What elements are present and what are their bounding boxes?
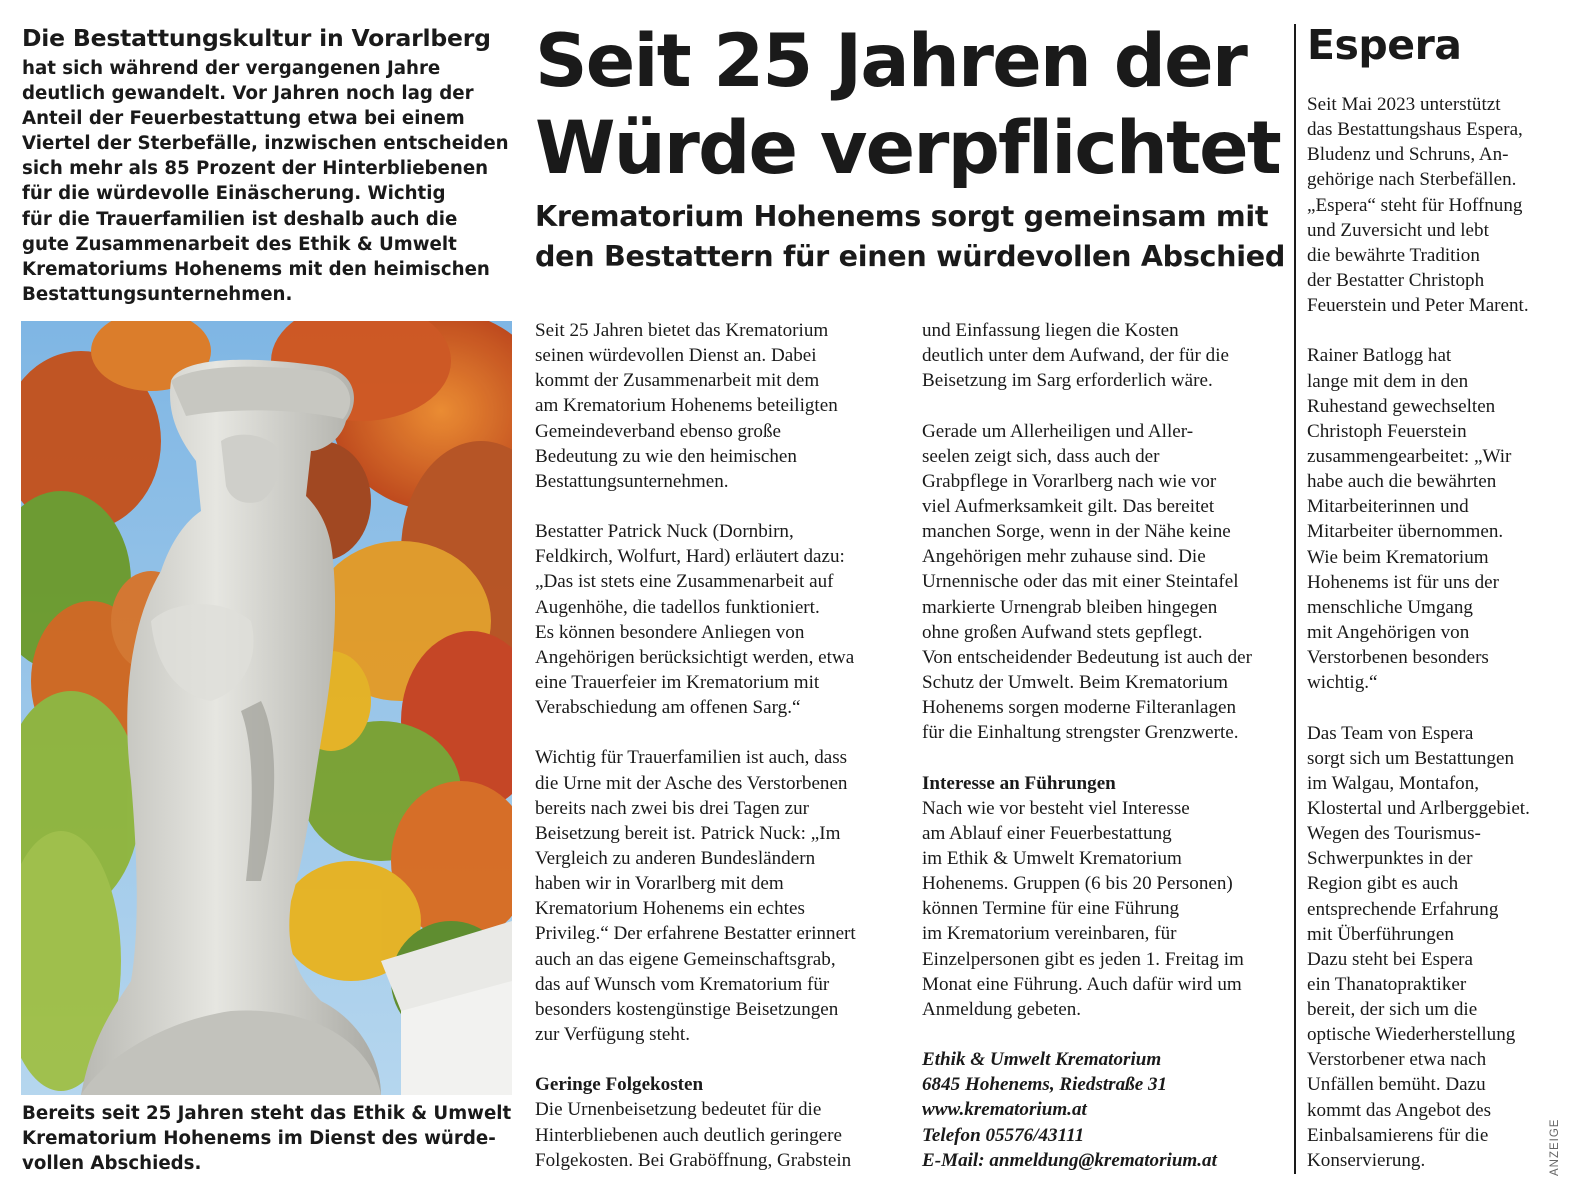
- article-column-2: [922, 318, 1292, 1173]
- text-line: Rainer Batlogg hat: [1307, 345, 1452, 367]
- paragraph: [922, 318, 1292, 393]
- text-line: entsprechende Erfahrung: [1307, 898, 1499, 920]
- text-line: Schwerpunktes in der: [1307, 848, 1473, 870]
- text-line: Klostertal und Arlberggebiet.: [1307, 797, 1530, 819]
- text-line: Mitarbeiter übernommen.: [1307, 521, 1504, 543]
- text-line: eine Trauerfeier im Krematorium mit: [535, 671, 820, 693]
- text-line: kommt der Zusammenarbeit mit dem: [535, 370, 820, 392]
- text-line: am Ablauf einer Feuerbestattung: [922, 822, 1172, 844]
- text-line: können Termine für eine Führung: [922, 898, 1180, 920]
- text-line: Wie beim Krematorium: [1307, 546, 1489, 568]
- intro-block: [22, 22, 514, 307]
- text-line: Gerade um Allerheiligen und Aller-: [922, 420, 1194, 442]
- text-line: Krematorium Hohenems ein echtes: [535, 898, 805, 920]
- text-line: Verstorbener etwa nach: [1307, 1049, 1487, 1071]
- text-line: zusammengearbeitet: „Wir: [1307, 445, 1512, 467]
- text-line: Von entscheidender Bedeutung ist auch der: [922, 646, 1252, 668]
- text-line: ein Thanatopraktiker: [1307, 973, 1467, 995]
- sculpture-photo: [21, 321, 512, 1095]
- intro-body: [22, 56, 514, 307]
- text-line: Bludenz und Schruns, An-: [1307, 144, 1509, 166]
- text-line: habe auch die bewährten: [1307, 471, 1497, 493]
- contact-address: 6845 Hohenems, Riedstraße 31: [922, 1074, 1168, 1096]
- text-line: Region gibt es auch: [1307, 873, 1459, 895]
- intro-line: Krematoriums Hohenems mit den heimischen: [22, 258, 490, 280]
- text-line: im Walgau, Montafon,: [1307, 772, 1480, 794]
- paragraph: [1307, 343, 1552, 695]
- text-line: markierte Urnengrab bleiben hingegen: [922, 596, 1218, 618]
- text-line: Christoph Feuerstein: [1307, 420, 1467, 442]
- contact-email-link[interactable]: E-Mail: anmeldung@krematorium.at: [922, 1149, 1217, 1171]
- article-column-1: [535, 318, 905, 1173]
- text-line: wichtig.“: [1307, 672, 1378, 694]
- headline-line: Seit 25 Jahren der: [535, 19, 1247, 104]
- text-line: der Bestatter Christoph: [1307, 269, 1485, 291]
- text-line: Urnennische oder das mit einer Steintafel: [922, 571, 1239, 593]
- text-line: Bestattungsunternehmen.: [535, 470, 729, 492]
- paragraph: [535, 745, 905, 1047]
- text-line: optische Wiederherstellung: [1307, 1024, 1516, 1046]
- text-line: Grabpflege in Vorarlberg nach wie vor: [922, 470, 1217, 492]
- text-line: manchen Sorge, wenn in der Nähe keine: [922, 521, 1231, 543]
- paragraph: [535, 1097, 905, 1172]
- paragraph: [535, 318, 905, 494]
- caption-line: Bereits seit 25 Jahren steht das Ethik & Umwelt: [22, 1103, 512, 1124]
- text-line: Verstorbenen besonders: [1307, 647, 1489, 669]
- text-line: kommt das Angebot des: [1307, 1099, 1492, 1121]
- contact-web-link[interactable]: www.krematorium.at: [922, 1099, 1087, 1121]
- text-line: Einbalsamierens für die: [1307, 1124, 1489, 1146]
- text-line: das Bestattungshaus Espera,: [1307, 119, 1523, 141]
- text-line: die Urne mit der Asche des Verstorbenen: [535, 772, 848, 794]
- text-line: das auf Wunsch vom Krematorium für: [535, 973, 830, 995]
- text-line: Folgekosten. Bei Graböffnung, Grabstein: [535, 1149, 852, 1171]
- text-line: Vergleich zu anderen Bundesländern: [535, 847, 816, 869]
- text-line: und Einfassung liegen die Kosten: [922, 320, 1179, 341]
- text-line: Gemeindeverband ebenso große: [535, 420, 781, 442]
- intro-line: Bestattungsunternehmen.: [22, 283, 293, 305]
- text-line: im Ethik & Umwelt Krematorium: [922, 847, 1182, 869]
- text-line: Augenhöhe, die tadellos funktioniert.: [535, 596, 820, 618]
- text-line: zur Verfügung steht.: [535, 1023, 691, 1045]
- paragraph: [1307, 92, 1552, 318]
- intro-line: für die würdevolle Einäscherung. Wichtig: [22, 183, 446, 205]
- text-line: Unfällen bemüht. Dazu: [1307, 1074, 1486, 1096]
- intro-title: Die Bestattungskultur in Vorarlberg: [22, 24, 491, 52]
- text-line: Wichtig für Trauerfamilien ist auch, dass: [535, 747, 848, 769]
- text-line: Beisetzung bereit ist. Patrick Nuck: „Im: [535, 822, 841, 844]
- contact-name: Ethik & Umwelt Krematorium: [922, 1049, 1162, 1071]
- advertisement-label: ANZEIGE: [1549, 1118, 1561, 1176]
- caption-line: Krematorium Hohenems im Dienst des würde-: [22, 1128, 496, 1150]
- intro-line: Viertel der Sterbefälle, inzwischen entscheiden: [22, 133, 509, 155]
- subheadline-line: Krematorium Hohenems sorgt gemeinsam mit: [535, 199, 1269, 233]
- text-line: menschliche Umgang: [1307, 596, 1473, 618]
- text-line: deutlich unter dem Aufwand, der für die: [922, 345, 1229, 367]
- section-heading: Geringe Folgekosten: [535, 1074, 704, 1096]
- paragraph: [922, 796, 1292, 1022]
- intro-line: gute Zusammenarbeit des Ethik & Umwelt: [22, 233, 457, 255]
- text-line: Hohenems sorgen moderne Filteranlagen: [922, 697, 1237, 719]
- paragraph: [1307, 721, 1552, 1174]
- text-line: Monat eine Führung. Auch dafür wird um: [922, 973, 1242, 995]
- subheadline: [535, 196, 1295, 276]
- text-line: mit Überführungen: [1307, 923, 1454, 945]
- text-line: haben wir in Vorarlberg mit dem: [535, 873, 784, 895]
- text-line: bereit, der sich um die: [1307, 999, 1478, 1021]
- text-line: Feldkirch, Wolfurt, Hard) erläutert dazu:: [535, 546, 845, 568]
- text-line: „Espera“ steht für Hoffnung: [1307, 194, 1523, 216]
- sidebar-title: Espera: [1307, 21, 1462, 69]
- text-line: im Krematorium vereinbaren, für: [922, 923, 1177, 945]
- text-line: Seit Mai 2023 unterstützt: [1307, 94, 1501, 115]
- subheadline-line: den Bestattern für einen würdevollen Abschied: [535, 239, 1286, 273]
- text-line: Nach wie vor besteht viel Interesse: [922, 797, 1190, 819]
- text-line: die bewährte Tradition: [1307, 244, 1480, 266]
- text-line: „Das ist stets eine Zusammenarbeit auf: [535, 571, 834, 593]
- text-line: Angehörigen berücksichtigt werden, etwa: [535, 646, 855, 668]
- text-line: und Zuversicht und lebt: [1307, 219, 1489, 241]
- text-line: Bedeutung zu wie den heimischen: [535, 445, 797, 467]
- text-line: sorgt sich um Bestattungen: [1307, 747, 1515, 769]
- text-line: Seit 25 Jahren bietet das Krematorium: [535, 320, 829, 341]
- intro-line: hat sich während der vergangenen Jahre: [22, 58, 441, 79]
- text-line: Beisetzung im Sarg erforderlich wäre.: [922, 370, 1213, 392]
- contact-phone: Telefon 05576/43111: [922, 1124, 1085, 1146]
- text-line: Ruhestand gewechselten: [1307, 395, 1496, 417]
- intro-line: deutlich gewandelt. Vor Jahren noch lag der: [22, 83, 474, 105]
- text-line: Einzelpersonen gibt es jeden 1. Freitag im: [922, 948, 1244, 970]
- text-line: Hohenems. Gruppen (6 bis 20 Personen): [922, 873, 1233, 895]
- text-line: Feuerstein und Peter Marent.: [1307, 295, 1529, 317]
- intro-line: für die Trauerfamilien ist deshalb auch die: [22, 208, 458, 230]
- column-divider: [1294, 24, 1296, 1174]
- text-line: Anmeldung gebeten.: [922, 998, 1082, 1020]
- text-line: viel Aufmerksamkeit gilt. Das bereitet: [922, 495, 1215, 517]
- text-line: Mitarbeiterinnen und: [1307, 496, 1469, 518]
- text-line: Bestatter Patrick Nuck (Dornbirn,: [535, 521, 794, 543]
- text-line: Schutz der Umwelt. Beim Krematorium: [922, 671, 1228, 693]
- text-line: Dazu steht bei Espera: [1307, 948, 1473, 970]
- text-line: Verabschiedung am offenen Sarg.“: [535, 697, 801, 719]
- text-line: Wegen des Tourismus-: [1307, 823, 1481, 845]
- text-line: gehörige nach Sterbefällen.: [1307, 169, 1517, 191]
- caption-line: vollen Abschieds.: [22, 1153, 202, 1175]
- text-line: Das Team von Espera: [1307, 722, 1474, 744]
- paragraph: [535, 519, 905, 720]
- text-line: besonders kostengünstige Beisetzungen: [535, 998, 839, 1020]
- text-line: Konservierung.: [1307, 1149, 1426, 1171]
- text-line: Die Urnenbeisetzung bedeutet für die: [535, 1099, 822, 1121]
- text-line: Es können besondere Anliegen von: [535, 621, 805, 643]
- paragraph: [922, 419, 1292, 746]
- text-line: Hinterbliebenen auch deutlich geringere: [535, 1124, 842, 1146]
- text-line: Privileg.“ Der erfahrene Bestatter erinnert: [535, 923, 856, 945]
- contact-block: [922, 1047, 1292, 1173]
- text-line: ohne großen Aufwand stets gepflegt.: [922, 621, 1203, 643]
- text-line: bereits nach zwei bis drei Tagen zur: [535, 797, 809, 819]
- text-line: am Krematorium Hohenems beteiligten: [535, 395, 838, 417]
- text-line: auch an das eigene Gemeinschaftsgrab,: [535, 948, 836, 970]
- text-line: für die Einhaltung strengster Grenzwerte.: [922, 722, 1239, 744]
- intro-line: Anteil der Feuerbestattung etwa bei einem: [22, 108, 465, 130]
- text-line: mit Angehörigen von: [1307, 621, 1470, 643]
- headline: [535, 18, 1295, 192]
- text-line: Angehörigen mehr zuhause sind. Die: [922, 546, 1206, 568]
- section-heading: Interesse an Führungen: [922, 772, 1116, 794]
- intro-line: sich mehr als 85 Prozent der Hinterbliebenen: [22, 158, 489, 180]
- text-line: lange mit dem in den: [1307, 370, 1469, 392]
- text-line: seinen würdevollen Dienst an. Dabei: [535, 345, 817, 367]
- sidebar-column: [1307, 92, 1552, 1173]
- headline-line: Würde verpflichtet: [535, 106, 1280, 191]
- text-line: Hohenems ist für uns der: [1307, 571, 1499, 593]
- text-line: seelen zeigt sich, dass auch der: [922, 445, 1160, 467]
- photo-caption: [22, 1101, 514, 1177]
